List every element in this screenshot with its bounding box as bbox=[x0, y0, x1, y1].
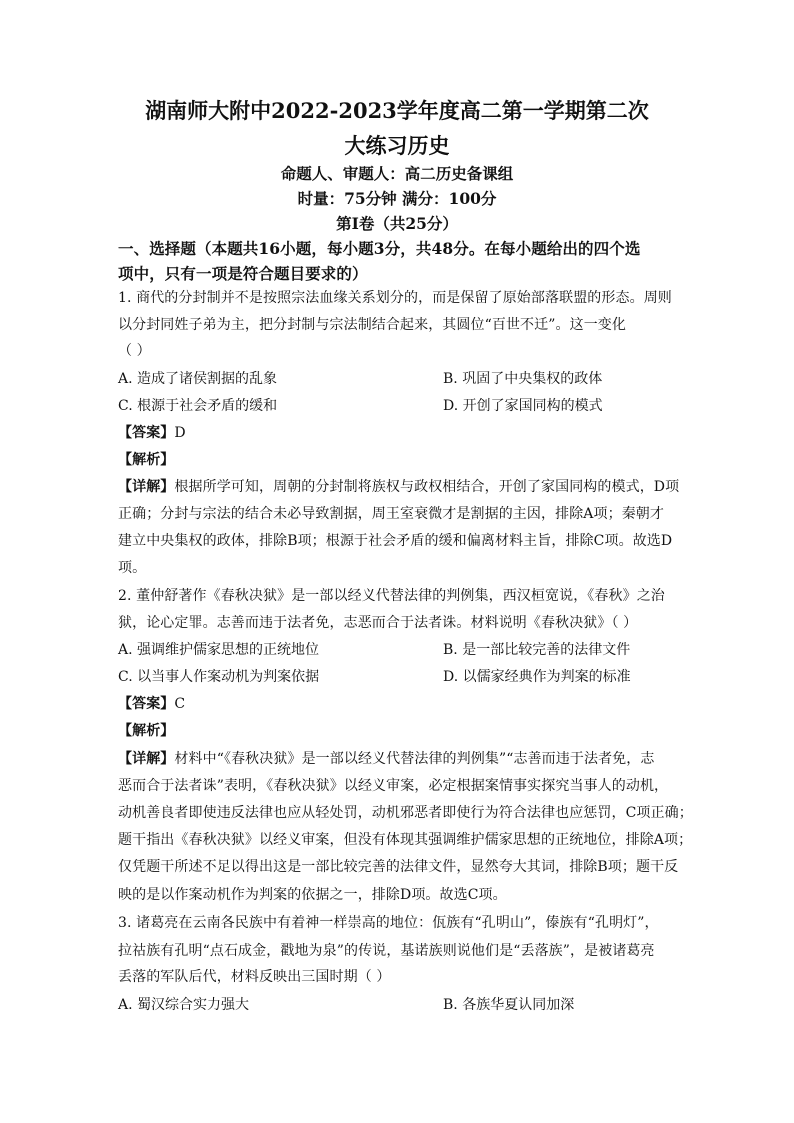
q1-stem-line-3: （ ） bbox=[118, 343, 151, 359]
section-heading-line-1: 一、选择题（本题共16小题，每小题3分，共48分。在每小题给出的四个选 bbox=[118, 239, 641, 258]
q2-answer-value: C bbox=[174, 696, 186, 712]
q2-option-d: D. 以儒家经典作为判案的标准 bbox=[443, 669, 631, 685]
q3-option-b: B. 各族华夏认同加深 bbox=[443, 997, 575, 1013]
q1-detail-line-2: 正确；分封与宗法的结合未必导致割据，周王室衰微才是割据的主因，排除A项；秦朝才 bbox=[118, 506, 665, 522]
q2-option-a: A. 强调维护儒家思想的正统地位 bbox=[118, 642, 320, 658]
q1-detail-text-1: 根据所学可知，周朝的分封制将族权与政权相结合，开创了家国同构的模式，D项 bbox=[174, 479, 680, 495]
q1-detail-line-3: 建立中央集权的政体，排除B项；根源于社会矛盾的缓和偏离材料主旨，排除C项。故选D bbox=[118, 533, 673, 549]
q2-stem-line-1: 2. 董仲舒著作《春秋决狱》是一部以经义代替法律的判例集，西汉桓宽说，《春秋》之治 bbox=[118, 588, 665, 604]
q1-answer bbox=[118, 422, 186, 442]
q2-detail-tag: 【详解】 bbox=[118, 751, 175, 767]
q2-option-b: B. 是一部比较完善的法律文件 bbox=[443, 642, 631, 658]
q1-detail-tag: 【详解】 bbox=[118, 479, 175, 495]
q2-detail-line-1 bbox=[118, 748, 654, 768]
title-line-2: 大练习历史 bbox=[344, 133, 450, 158]
q2-detail-line-2: 恶而合于法者诛”表明，《春秋决狱》以经义审案，必定根据案情事实探究当事人的动机， bbox=[118, 778, 669, 794]
q1-stem-line-2: 以分封同姓子弟为主，把分封制与宗法制结合起来，其圆位“百世不迁”。这一变化 bbox=[118, 317, 627, 333]
q1-answer-tag: 【答案】 bbox=[118, 425, 175, 441]
q2-detail-line-5: 仅凭题干所述不足以得出这是一部比较完善的法律文件，显然夸大其词，排除B项；题干反 bbox=[118, 859, 679, 875]
q2-detail-line-3: 动机善良者即使违反法律也应从轻处罚，动机邪恶者即使行为符合法律也应惩罚，C项正确； bbox=[118, 805, 693, 821]
q2-answer bbox=[118, 693, 185, 713]
q3-option-a: A. 蜀汉综合实力强大 bbox=[118, 997, 250, 1013]
q1-stem-line-1: 1. 商代的分封制并不是按照宗法血缘关系划分的，而是保留了原始部落联盟的形态。周则 bbox=[118, 290, 672, 306]
q1-detail-line-4: 项。 bbox=[118, 560, 147, 576]
section-heading-line-2: 项中，只有一项是符合题目要求的） bbox=[118, 264, 368, 283]
q2-detail-line-4: 题干指出《春秋决狱》以经义审案，但没有体现其强调维护儒家思想的正统地位，排除A项； bbox=[118, 832, 693, 848]
q1-option-c: C. 根源于社会矛盾的缓和 bbox=[118, 398, 278, 414]
authors-line: 命题人、审题人：高二历史备课组 bbox=[280, 164, 514, 183]
q1-answer-value: D bbox=[174, 425, 186, 441]
q2-detail-text-1: 材料中“《春秋决狱》是一部以经义代替法律的判例集”“志善而违于法者免，志 bbox=[174, 751, 655, 767]
q2-stem-line-2: 狱，论心定罪。志善而违于法者免，志恶而合于法者诛。材料说明《春秋决狱》（ ） bbox=[118, 615, 638, 631]
q2-analysis-tag: 【解析】 bbox=[118, 723, 175, 739]
q1-option-d: D. 开创了家国同构的模式 bbox=[443, 398, 603, 414]
q2-answer-tag: 【答案】 bbox=[118, 696, 175, 712]
q3-stem-line-2: 拉祜族有孔明“点石成金，戳地为泉”的传说，基诺族则说他们是“丢落族”，是被诸葛亮 bbox=[118, 943, 655, 959]
q3-stem-line-1: 3. 诸葛亮在云南各民族中有着神一样崇高的地位：佤族有“孔明山”，傣族有“孔明灯”， bbox=[118, 915, 659, 931]
time-score-line: 时量：75分钟 满分：100分 bbox=[297, 189, 497, 208]
q1-option-a: A. 造成了诸侯割据的乱象 bbox=[118, 371, 278, 387]
q2-detail-line-6: 映的是以作案动机作为判案的依据之一，排除D项。故选C项。 bbox=[118, 887, 507, 903]
q1-analysis-tag: 【解析】 bbox=[118, 452, 175, 468]
q1-option-b: B. 巩固了中央集权的政体 bbox=[443, 371, 603, 387]
volume-line: 第Ⅰ卷（共25分） bbox=[336, 214, 458, 233]
title-line-1: 湖南师大附中2022-2023学年度高二第一学期第二次 bbox=[145, 98, 649, 123]
q3-stem-line-3: 丢落的军队后代，材料反映出三国时期（ ） bbox=[118, 969, 391, 985]
q1-detail-line-1 bbox=[118, 476, 679, 496]
q2-option-c: C. 以当事人作案动机为判案依据 bbox=[118, 669, 320, 685]
